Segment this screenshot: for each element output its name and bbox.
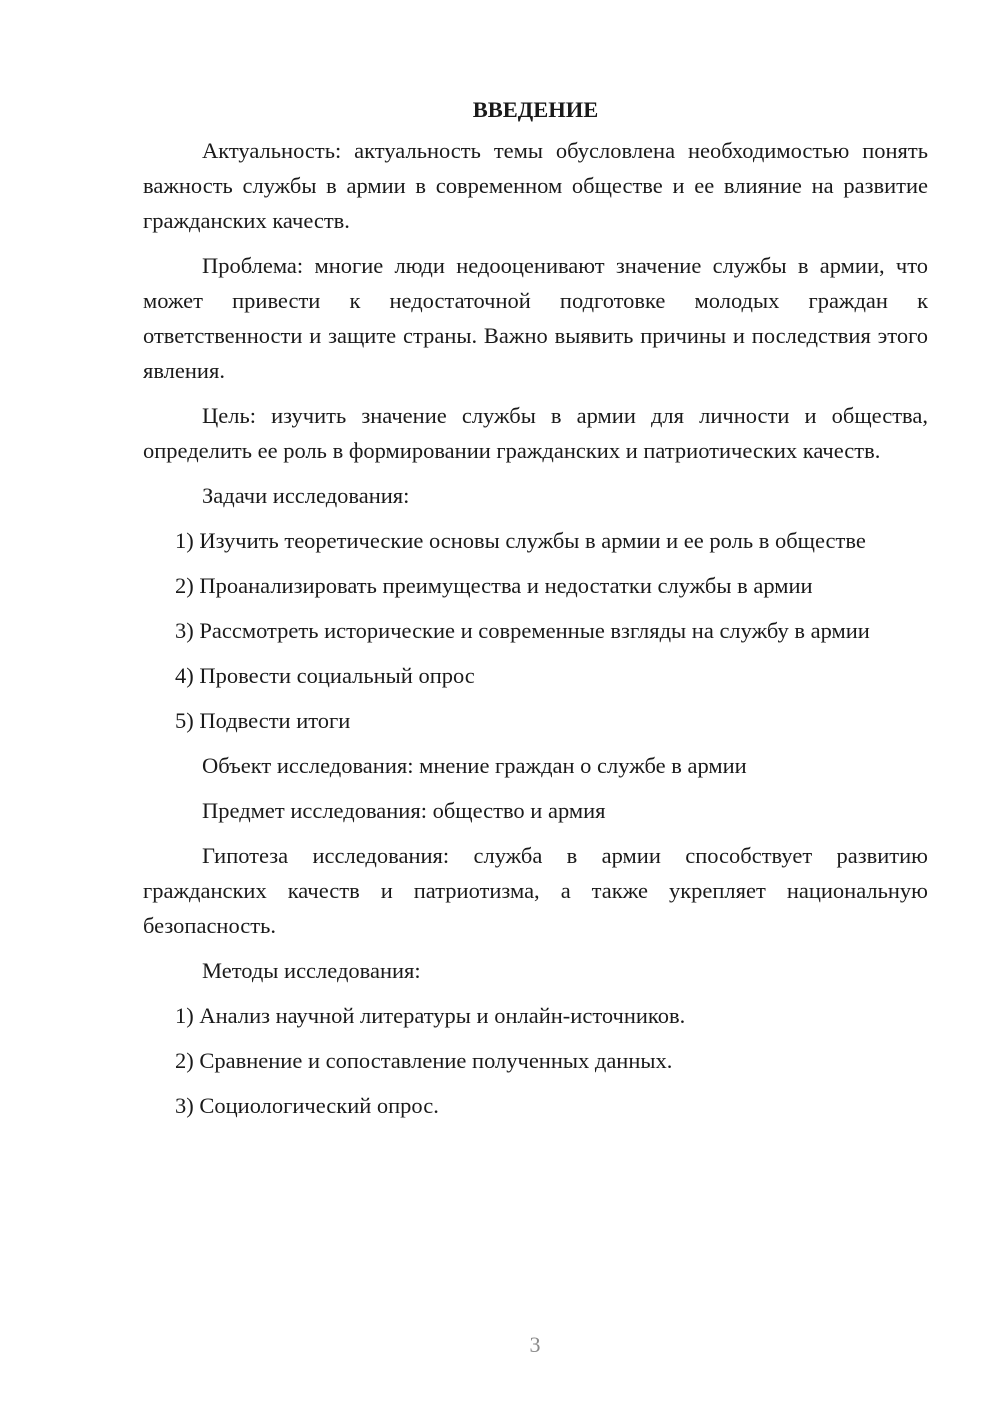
task-item: 2) Проанализировать преимущества и недостатки службы в армии — [175, 573, 813, 598]
hypothesis-paragraph: Гипотеза исследования: служба в армии способствует развитию гражданских качеств и патриотизма, а также укрепляет национальную безопасность. — [143, 843, 928, 938]
tasks-list — [143, 523, 928, 738]
method-item: 3) Социологический опрос. — [175, 1093, 439, 1118]
method-item: 2) Сравнение и сопоставление полученных данных. — [175, 1048, 673, 1073]
task-item: 3) Рассмотреть исторические и современные взгляды на службу в армии — [175, 618, 870, 643]
goal-paragraph: Цель: изучить значение службы в армии для личности и общества, определить ее роль в формировании гражданских и патриотических качеств. — [143, 403, 928, 463]
problem-paragraph: Проблема: многие люди недооценивают значение службы в армии, что может привести к недостаточной подготовке молодых граждан к ответственности и защите страны. Важно выявить причины и последствия этого явления. — [143, 253, 928, 383]
subject-paragraph: Предмет исследования: общество и армия — [202, 798, 606, 823]
task-item: 1) Изучить теоретические основы службы в армии и ее роль в обществе — [175, 528, 866, 553]
method-item: 1) Анализ научной литературы и онлайн-источников. — [175, 1003, 686, 1028]
tasks-heading: Задачи исследования: — [202, 483, 410, 508]
methods-heading: Методы исследования: — [202, 958, 421, 983]
task-item: 4) Провести социальный опрос — [175, 663, 475, 688]
task-item: 5) Подвести итоги — [175, 708, 351, 733]
relevance-paragraph: Актуальность: актуальность темы обусловлена необходимостью понять важность службы в армии в современном обществе и ее влияние на развитие гражданских качеств. — [143, 138, 928, 233]
document-body — [143, 92, 928, 1133]
methods-list — [143, 998, 928, 1123]
page-number: 3 — [529, 1332, 541, 1357]
page-title: ВВЕДЕНИЕ — [472, 97, 599, 122]
object-paragraph: Объект исследования: мнение граждан о службе в армии — [202, 753, 747, 778]
